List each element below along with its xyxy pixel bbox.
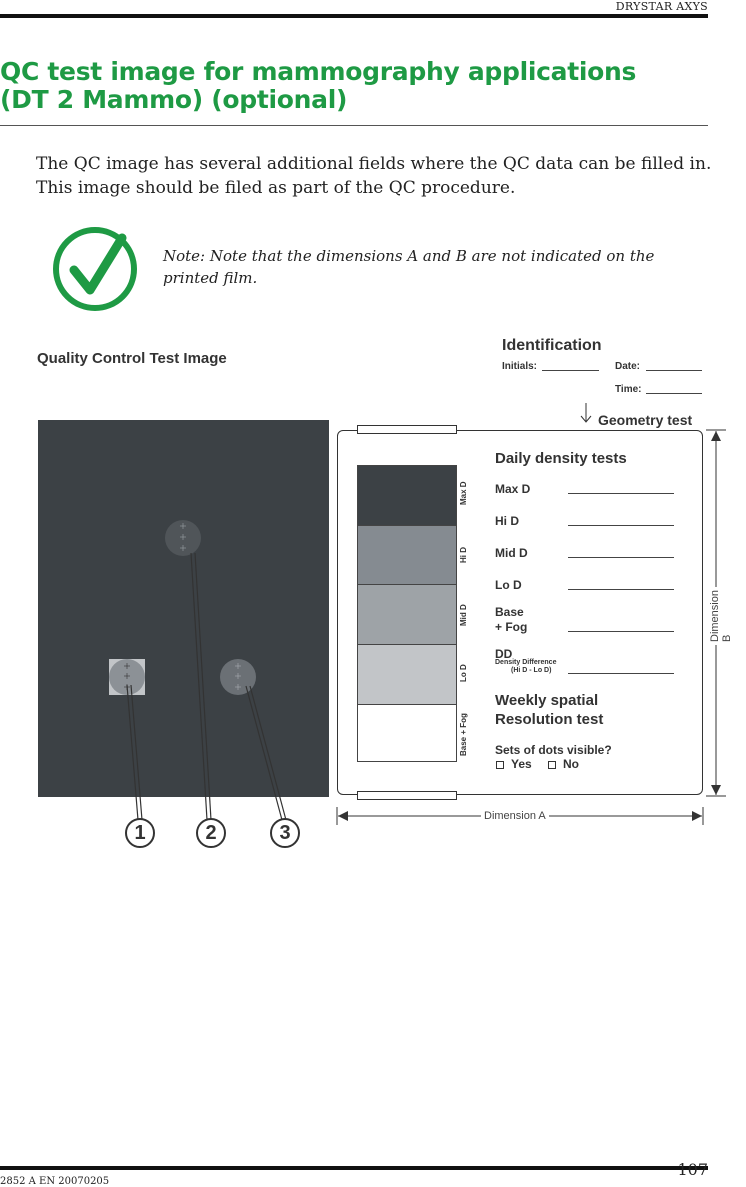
field-fog: + Fog xyxy=(495,620,528,634)
dimension-b-label: Dimension B xyxy=(709,587,733,645)
page-title-line2: (DT 2 Mammo) (optional) xyxy=(0,85,348,114)
note-text: Note: Note that the dimensions A and B are not indicated on the printed film. xyxy=(163,247,655,287)
footer-doc-id: 2852 A EN 20070205 xyxy=(0,1176,110,1187)
step-label-lo: Lo D xyxy=(459,664,468,682)
dd-subtitle-1: Density Difference xyxy=(495,659,557,666)
form-top-tab xyxy=(357,425,457,434)
intro-line-1: The QC image has several additional fields where the QC data can be filled in. xyxy=(36,154,712,174)
marker-2: 2 xyxy=(196,818,226,848)
dimension-a-label: Dimension A xyxy=(481,810,549,822)
weekly-heading-1: Weekly spatial xyxy=(495,692,599,709)
yes-checkbox[interactable] xyxy=(496,761,504,769)
field-lo-d-line xyxy=(568,589,674,590)
weekly-heading-2: Resolution test xyxy=(495,711,604,728)
page-number: 107 xyxy=(677,1160,708,1179)
header-product-name: DRYSTAR AXYS xyxy=(615,0,708,13)
dots-question: Sets of dots visible? xyxy=(495,743,612,757)
density-step-lo xyxy=(357,644,457,705)
figure-title: Quality Control Test Image xyxy=(37,350,227,367)
geometry-test-label: Geometry test xyxy=(598,412,693,428)
no-checkbox[interactable] xyxy=(548,761,556,769)
page-title-line1: QC test image for mammography applications xyxy=(0,57,637,86)
density-step-max xyxy=(357,465,457,526)
form-bottom-tab xyxy=(357,791,457,800)
time-label: Time: xyxy=(615,384,642,395)
field-base: Base xyxy=(495,605,524,619)
step-label-base: Base + Fog xyxy=(459,713,468,756)
initials-label: Initials: xyxy=(502,361,538,372)
no-label: No xyxy=(563,757,579,771)
footer-rule xyxy=(0,1166,708,1170)
step-label-hi: Hi D xyxy=(459,547,468,563)
field-hi-d-line xyxy=(568,525,674,526)
density-step-hi xyxy=(357,525,457,585)
field-max-d: Max D xyxy=(495,482,531,496)
field-mid-d-line xyxy=(568,557,674,558)
field-hi-d: Hi D xyxy=(495,514,519,528)
field-dd: DD xyxy=(495,647,513,661)
density-step-base xyxy=(357,704,457,762)
field-dd-line xyxy=(568,673,674,674)
field-lo-d: Lo D xyxy=(495,578,522,592)
dd-subtitle-2: (Hi D - Lo D) xyxy=(511,667,552,674)
identification-heading: Identification xyxy=(502,337,602,354)
date-label: Date: xyxy=(615,361,641,372)
field-max-d-line xyxy=(568,493,674,494)
marker-1: 1 xyxy=(125,818,155,848)
marker-3: 3 xyxy=(270,818,300,848)
step-label-max: Max D xyxy=(459,481,468,505)
daily-density-heading: Daily density tests xyxy=(495,450,627,467)
intro-line-2: This image should be filed as part of the QC procedure. xyxy=(36,178,516,198)
step-label-mid: Mid D xyxy=(459,604,468,626)
field-base-line xyxy=(568,631,674,632)
density-step-mid xyxy=(357,584,457,645)
yes-label: Yes xyxy=(511,757,532,771)
field-mid-d: Mid D xyxy=(495,546,528,560)
